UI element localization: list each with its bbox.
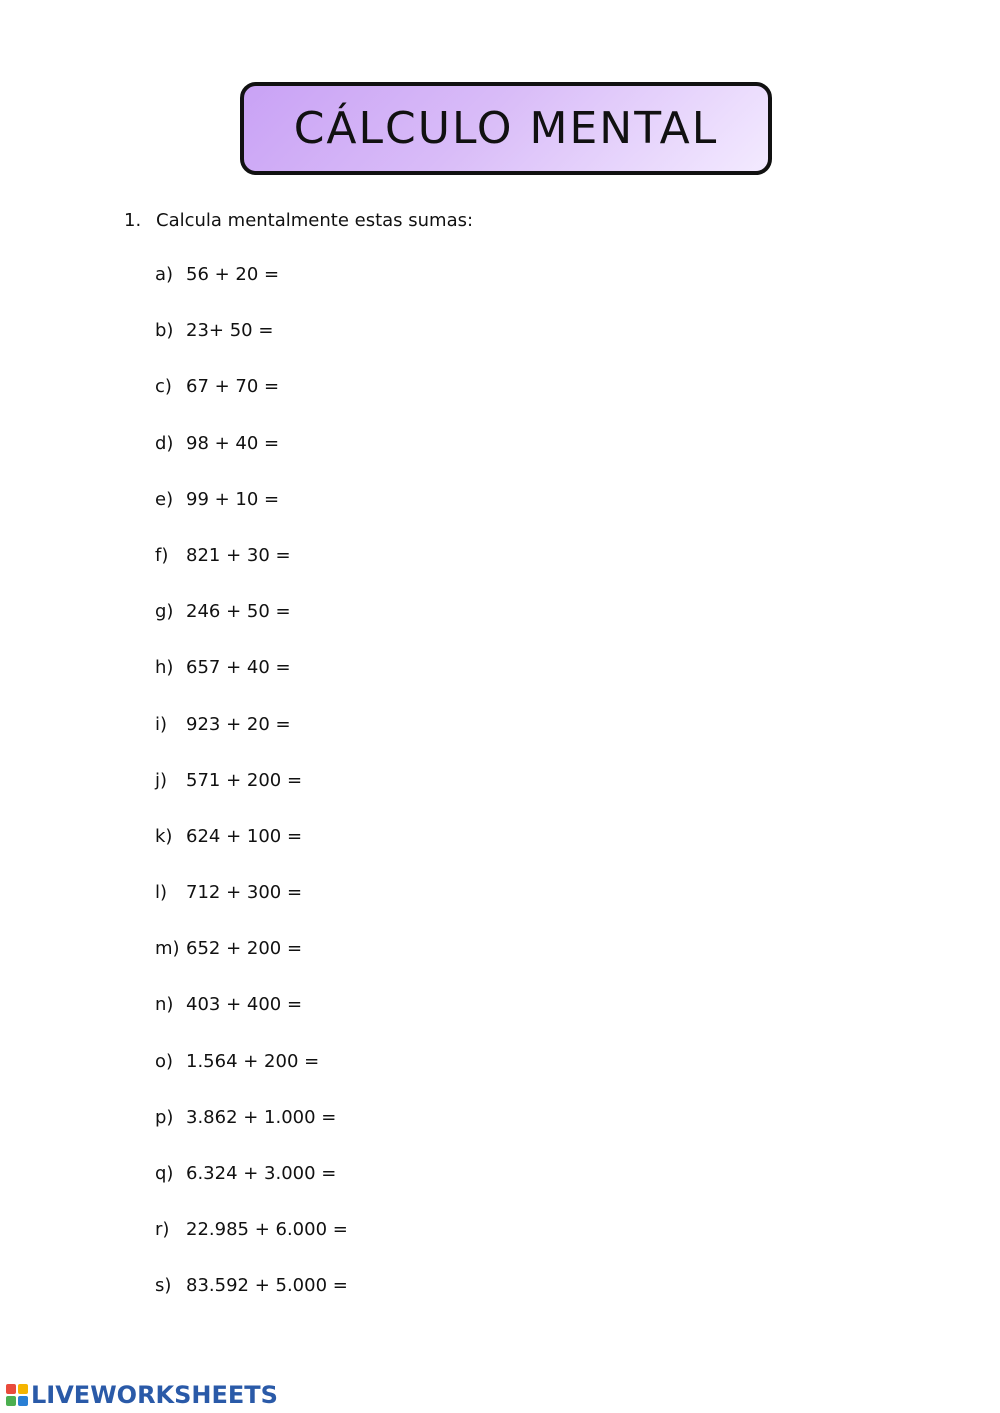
exercise-item <box>155 545 348 601</box>
exercise-item <box>155 1051 348 1107</box>
exercise-item <box>155 994 348 1050</box>
exercise-item <box>155 376 348 432</box>
exercise-expression: 22.985 + 6.000 = <box>186 1219 348 1241</box>
exercise-letter: p) <box>155 1106 174 1128</box>
exercise-item <box>155 1163 348 1219</box>
exercise-item <box>155 1275 348 1331</box>
exercise-item <box>155 320 348 376</box>
exercise-item <box>155 1107 348 1163</box>
exercise-expression: 67 + 70 = <box>186 376 280 398</box>
exercise-expression: 23+ 50 = <box>186 320 274 342</box>
exercise-letter: j) <box>155 769 168 791</box>
exercise-item <box>155 433 348 489</box>
exercise-item <box>155 657 348 713</box>
exercise-expression: 56 + 20 = <box>186 264 280 285</box>
exercise-item <box>155 938 348 994</box>
page-title: CÁLCULO MENTAL <box>293 103 719 154</box>
exercise-letter: e) <box>155 488 174 510</box>
exercise-letter: d) <box>155 432 174 454</box>
exercise-letter: m) <box>155 938 180 960</box>
exercise-letter: k) <box>155 825 173 847</box>
exercise-item <box>155 882 348 938</box>
logo-block <box>6 1396 16 1406</box>
exercise-item <box>155 770 348 826</box>
logo-block <box>18 1384 28 1394</box>
exercise-letter: c) <box>155 376 172 398</box>
exercise-expression: 652 + 200 = <box>186 938 303 960</box>
exercise-item <box>155 1219 348 1275</box>
question-heading <box>124 210 473 231</box>
logo-block <box>18 1396 28 1406</box>
question-text: Calcula mentalmente estas sumas: <box>156 210 474 231</box>
exercise-item <box>155 601 348 657</box>
exercise-expression: 657 + 40 = <box>186 657 291 679</box>
exercise-letter: q) <box>155 1163 174 1184</box>
question-number: 1. <box>124 210 142 231</box>
liveworksheets-logo <box>6 1381 278 1409</box>
exercise-expression: 1.564 + 200 = <box>186 1050 320 1072</box>
exercise-expression: 571 + 200 = <box>186 769 303 791</box>
exercise-item <box>155 489 348 545</box>
exercise-expression: 712 + 300 = <box>186 882 303 904</box>
exercise-expression: 403 + 400 = <box>186 994 303 1016</box>
exercise-letter: a) <box>155 264 174 285</box>
exercise-expression: 98 + 40 = <box>186 432 280 454</box>
exercise-item <box>155 714 348 770</box>
exercise-letter: r) <box>155 1219 170 1241</box>
exercise-letter: b) <box>155 320 174 342</box>
exercise-expression: 923 + 20 = <box>186 713 291 735</box>
exercise-letter: g) <box>155 601 174 623</box>
exercise-item <box>155 264 348 320</box>
exercise-letter: f) <box>155 544 169 566</box>
exercise-letter: s) <box>155 1275 172 1297</box>
logo-block <box>6 1384 16 1394</box>
exercise-expression: 3.862 + 1.000 = <box>186 1106 337 1128</box>
exercise-letter: n) <box>155 994 174 1016</box>
exercise-letter: o) <box>155 1050 174 1072</box>
exercise-item <box>155 826 348 882</box>
exercise-expression: 6.324 + 3.000 = <box>186 1163 337 1184</box>
exercise-expression: 821 + 30 = <box>186 544 291 566</box>
exercise-list <box>155 264 348 1332</box>
exercise-expression: 83.592 + 5.000 = <box>186 1275 348 1297</box>
exercise-letter: l) <box>155 882 168 904</box>
exercise-letter: i) <box>155 713 168 735</box>
exercise-expression: 246 + 50 = <box>186 601 291 623</box>
logo-blocks-icon <box>6 1384 28 1406</box>
title-banner <box>240 82 772 175</box>
logo-text: LIVEWORKSHEETS <box>31 1381 278 1409</box>
exercise-letter: h) <box>155 657 174 679</box>
exercise-expression: 624 + 100 = <box>186 825 303 847</box>
exercise-expression: 99 + 10 = <box>186 488 280 510</box>
